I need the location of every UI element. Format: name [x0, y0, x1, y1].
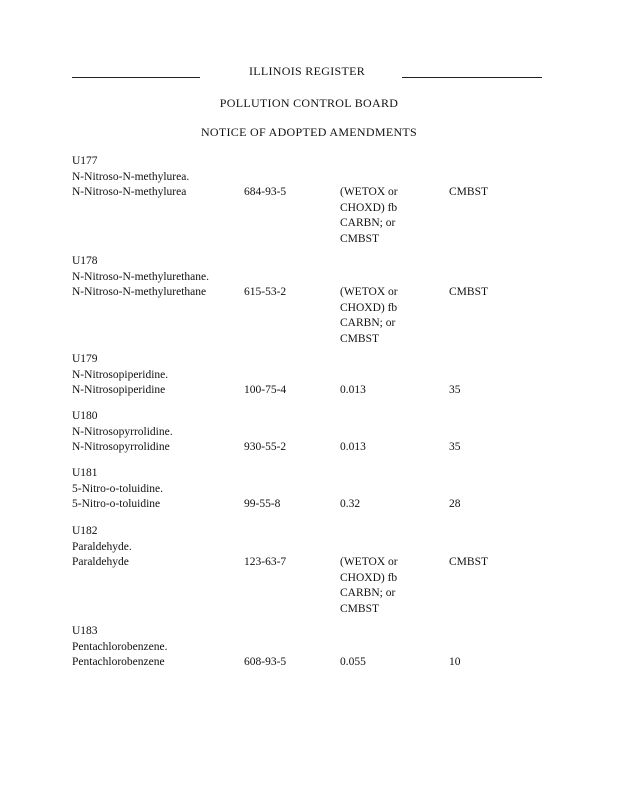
wastewater-line: CMBST — [340, 602, 379, 615]
waste-common-name: N-Nitroso-N-methylurethane. — [72, 270, 210, 283]
waste-code: U182 — [72, 525, 98, 537]
wastewater-line: (WETOX or — [340, 286, 398, 298]
wastewater-standard: 0.013 — [340, 441, 366, 453]
register-header — [72, 64, 542, 80]
waste-code: U177 — [72, 155, 98, 167]
constituent-name: Paraldehyde — [72, 556, 129, 568]
waste-entry — [72, 154, 552, 245]
waste-entry — [72, 409, 552, 456]
constituent-name: N-Nitroso-N-methylurea — [72, 186, 187, 198]
waste-code: U178 — [72, 255, 98, 267]
wastewater-standard: 0.32 — [340, 498, 361, 510]
constituent-name: 5-Nitro-o-toluidine — [72, 498, 161, 510]
wastewater-line: (WETOX or — [340, 186, 398, 198]
cas-number: 608-93-5 — [244, 656, 287, 668]
nonwastewater-standard: CMBST — [449, 286, 488, 298]
constituent-row — [72, 497, 552, 513]
waste-entry — [72, 254, 552, 345]
constituent-row — [72, 555, 552, 615]
board-name: POLLUTION CONTROL BOARD — [219, 96, 399, 110]
cas-number: 100-75-4 — [244, 384, 287, 396]
wastewater-line: CHOXD) fb — [340, 301, 398, 314]
waste-entry — [72, 352, 552, 399]
waste-entry — [72, 466, 552, 513]
wastewater-line: CARBN; or — [340, 217, 396, 229]
wastewater-line: CARBN; or — [340, 587, 396, 599]
wastewater-standard — [340, 185, 398, 247]
wastewater-line: CHOXD) fb — [340, 201, 398, 214]
nonwastewater-standard: 35 — [449, 384, 461, 396]
constituent-row — [72, 185, 552, 245]
nonwastewater-standard: CMBST — [449, 556, 488, 568]
register-title: ILLINOIS REGISTER — [248, 64, 366, 78]
constituent-name: N-Nitrosopiperidine — [72, 384, 166, 396]
nonwastewater-standard: 10 — [449, 656, 461, 668]
wastewater-standard — [340, 555, 398, 617]
cas-number: 615-53-2 — [244, 286, 287, 298]
cas-number: 684-93-5 — [244, 186, 287, 198]
waste-entry — [72, 624, 552, 671]
constituent-name: N-Nitrosopyrrolidine — [72, 441, 170, 453]
nonwastewater-standard: 35 — [449, 441, 461, 453]
wastewater-line: (WETOX or — [340, 556, 398, 568]
waste-code: U180 — [72, 410, 98, 422]
constituent-row — [72, 285, 552, 345]
wastewater-standard: 0.013 — [340, 384, 366, 396]
waste-code: U179 — [72, 353, 98, 365]
constituent-row — [72, 655, 552, 671]
waste-entry — [72, 524, 552, 615]
constituent-row — [72, 383, 552, 399]
header-rule-right — [402, 77, 542, 78]
cas-number: 99-55-8 — [244, 498, 281, 510]
wastewater-line: CMBST — [340, 232, 379, 245]
wastewater-standard: 0.055 — [340, 656, 366, 668]
nonwastewater-standard: 28 — [449, 498, 461, 510]
constituent-name: Pentachlorobenzene — [72, 656, 165, 668]
waste-code: U181 — [72, 467, 98, 479]
wastewater-line: CHOXD) fb — [340, 571, 398, 584]
waste-code: U183 — [72, 625, 98, 637]
waste-common-name: N-Nitroso-N-methylurea. — [72, 170, 190, 183]
nonwastewater-standard: CMBST — [449, 186, 488, 198]
wastewater-standard — [340, 285, 398, 347]
wastewater-line: CMBST — [340, 332, 379, 345]
constituent-row — [72, 440, 552, 456]
waste-common-name: Pentachlorobenzene. — [72, 640, 168, 653]
waste-common-name: N-Nitrosopyrrolidine. — [72, 425, 173, 438]
constituent-name: N-Nitroso-N-methylurethane — [72, 286, 207, 298]
wastewater-line: CARBN; or — [340, 317, 396, 329]
waste-common-name: N-Nitrosopiperidine. — [72, 368, 169, 381]
cas-number: 123-63-7 — [244, 556, 287, 568]
cas-number: 930-55-2 — [244, 441, 287, 453]
notice-title: NOTICE OF ADOPTED AMENDMENTS — [200, 125, 418, 139]
waste-common-name: Paraldehyde. — [72, 540, 132, 553]
waste-common-name: 5-Nitro-o-toluidine. — [72, 482, 164, 495]
